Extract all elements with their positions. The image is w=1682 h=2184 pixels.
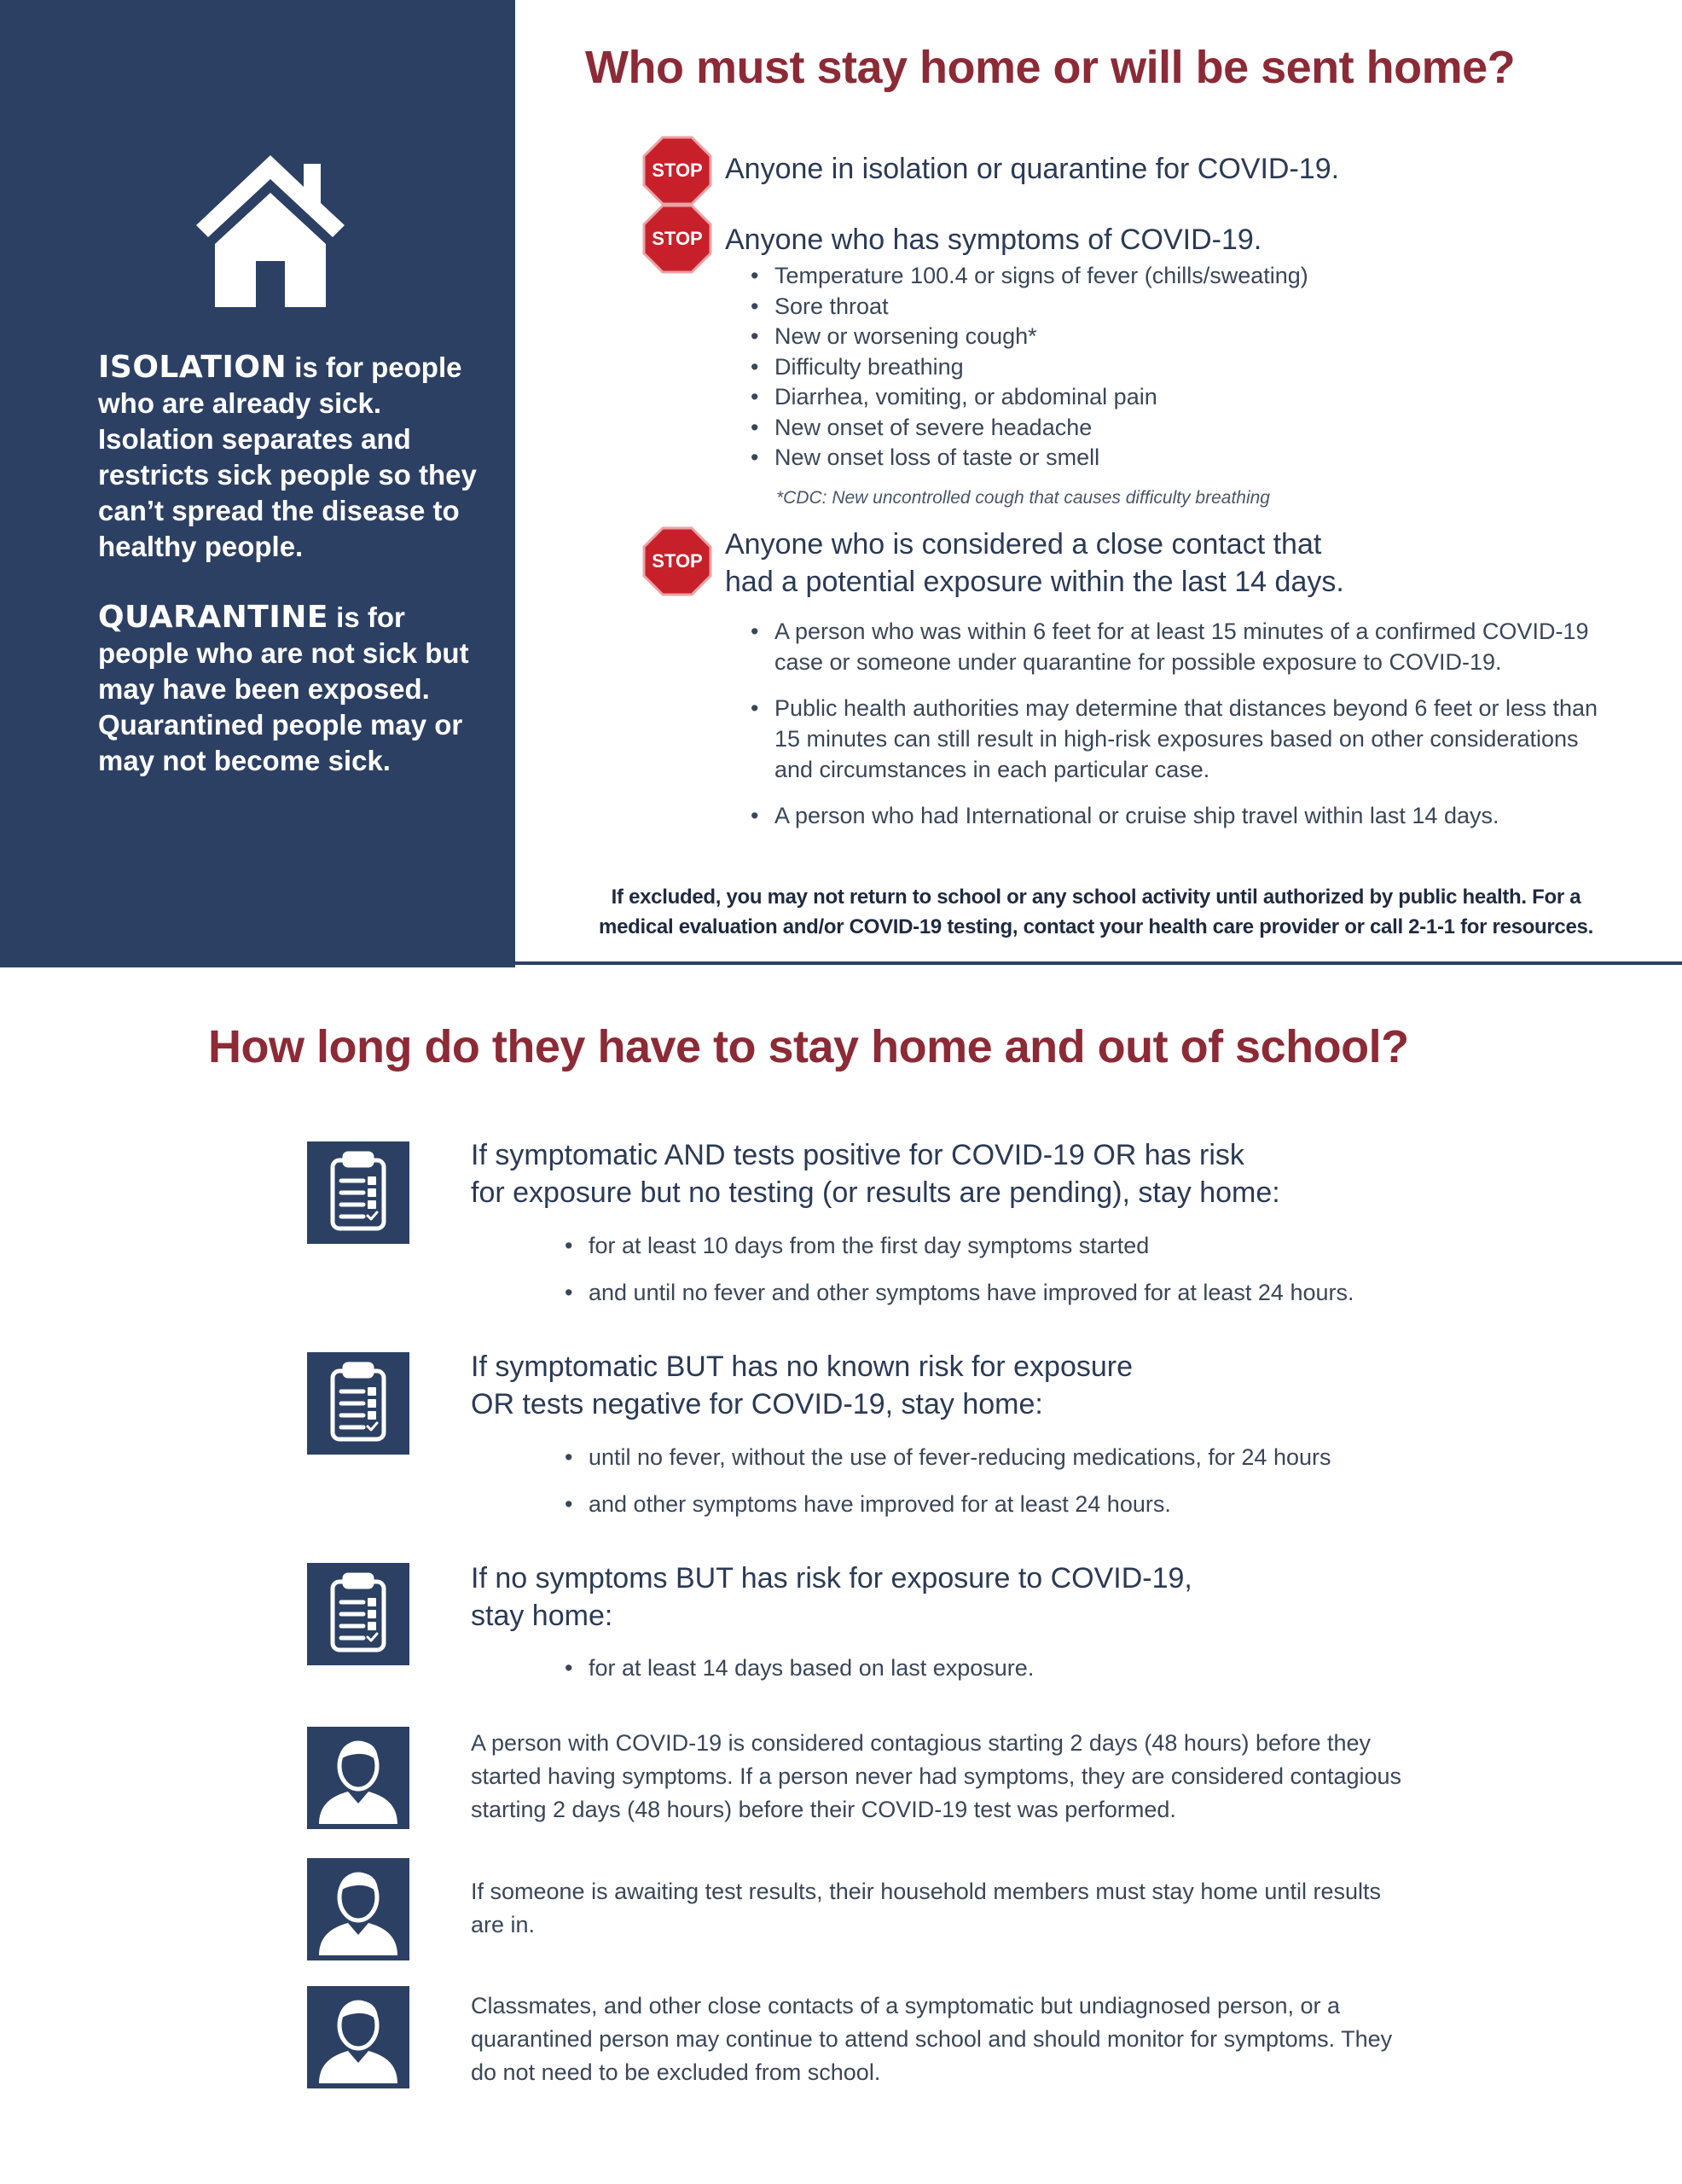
list-item: • New onset of severe headache (751, 413, 1308, 444)
list-item: • Public health authorities may determine that distances beyond 6 feet or less than 15 minutes can still result in high-risk exposures based on other considerations and circumstances in each particular case. (751, 693, 1604, 785)
person-icon (307, 1858, 409, 1960)
list-item: • Temperature 100.4 or signs of fever (chills/sweating) (751, 261, 1308, 292)
symptom-list (751, 261, 1308, 473)
person-icon (307, 1727, 409, 1829)
condition-negative-rules (565, 1442, 1331, 1536)
stop-sign-label: STOP (652, 550, 703, 572)
condition-exposure-rules (565, 1653, 1034, 1699)
clipboard-icon (307, 1563, 409, 1665)
stop-sign-icon (641, 135, 713, 206)
house-icon (189, 147, 351, 307)
close-contact-line-1: Anyone who is considered a close contact that (725, 528, 1322, 561)
quarantine-keyword: QUARANTINE (98, 600, 328, 635)
criteria-isolation-quarantine: Anyone in isolation or quarantine for COVID-19. (725, 153, 1340, 185)
exclusion-line-1: If excluded, you may not return to school or any school activity until authorized by public health. For a (611, 886, 1581, 909)
stop-sign-label: STOP (652, 160, 703, 181)
stop-sign-icon (641, 526, 713, 597)
isolation-definition (98, 350, 490, 565)
exclusion-line-2: medical evaluation and/or COVID-19 testing, contact your health care provider or call 2-1-1 for resources. (599, 915, 1593, 938)
classmates-note: Classmates, and other close contacts of a symptomatic but undiagnosed person, or a quarantined person may continue to attend school and should monitor for symptoms. They do not need to be excluded from school. (471, 1993, 1393, 2085)
list-item: • and other symptoms have improved for at least 24 hours. (565, 1489, 1331, 1519)
quarantine-text: is for people who are not sick but may have been exposed. Quarantined people may or may not become sick. (98, 601, 469, 776)
list-item: • Sore throat (751, 292, 1308, 322)
section-divider (515, 961, 1682, 965)
quarantine-definition (98, 600, 490, 779)
contagious-note: A person with COVID-19 is considered contagious starting 2 days (48 hours) before they started having symptoms. If a person never had symptoms, they are considered contagious starting 2 days (48 hours) before their COVID-19 test was performed. (471, 1730, 1402, 1822)
condition-negative (471, 1348, 1133, 1423)
list-item: • A person who was within 6 feet for at least 15 minutes of a confirmed COVID-19 case or someone under quarantine for possible exposure to COVID-19. (751, 616, 1604, 677)
exclusion-notice (546, 882, 1646, 942)
criteria-close-contact (725, 526, 1344, 601)
list-item: • for at least 10 days from the first day symptoms started (565, 1230, 1354, 1261)
isolation-keyword: ISOLATION (98, 350, 287, 385)
list-item: • New or worsening cough* (751, 322, 1308, 352)
condition-exposure (471, 1560, 1192, 1635)
top-heading: Who must stay home or will be sent home? (585, 42, 1516, 93)
bottom-heading: How long do they have to stay home and out of school? (208, 1021, 1409, 1072)
condition-line-1: If symptomatic AND tests positive for COVID-19 OR has risk (471, 1139, 1244, 1171)
isolation-text: is for people who are already sick. Isolation separates and restricts sick people so they can’t spread the disease to healthy people. (98, 351, 477, 562)
stop-sign-icon (641, 203, 713, 275)
list-item: • A person who had International or cruise ship travel within last 14 days. (751, 800, 1604, 831)
close-contact-line-2: had a potential exposure within the last 14 days. (725, 566, 1344, 598)
condition-line-2: stay home: (471, 1600, 613, 1632)
household-note: If someone is awaiting test results, their household members must stay home until results are in. (471, 1879, 1381, 1937)
close-contact-list (751, 616, 1604, 846)
clipboard-icon (307, 1352, 409, 1455)
condition-line-1: If symptomatic BUT has no known risk for exposure (471, 1350, 1134, 1383)
condition-positive (471, 1136, 1280, 1211)
condition-line-2: OR tests negative for COVID-19, stay home: (471, 1388, 1043, 1420)
condition-line-1: If no symptoms BUT has risk for exposure to COVID-19, (471, 1562, 1192, 1594)
condition-line-2: for exposure but no testing (or results are pending), stay home: (471, 1176, 1280, 1209)
cdc-footnote: *CDC: New uncontrolled cough that causes difficulty breathing (776, 488, 1270, 508)
list-item: • for at least 14 days based on last exposure. (565, 1653, 1034, 1683)
criteria-symptoms: Anyone who has symptoms of COVID-19. (725, 224, 1262, 256)
person-icon (307, 1986, 409, 2088)
clipboard-icon (307, 1141, 409, 1244)
sidebar-panel (0, 0, 515, 967)
list-item: • until no fever, without the use of fever-reducing medications, for 24 hours (565, 1442, 1331, 1472)
list-item: • and until no fever and other symptoms have improved for at least 24 hours. (565, 1277, 1354, 1308)
list-item: • Diarrhea, vomiting, or abdominal pain (751, 382, 1308, 413)
stop-sign-label: STOP (652, 228, 703, 249)
list-item: • New onset loss of taste or smell (751, 443, 1308, 473)
list-item: • Difficulty breathing (751, 352, 1308, 383)
condition-positive-rules (565, 1230, 1354, 1324)
